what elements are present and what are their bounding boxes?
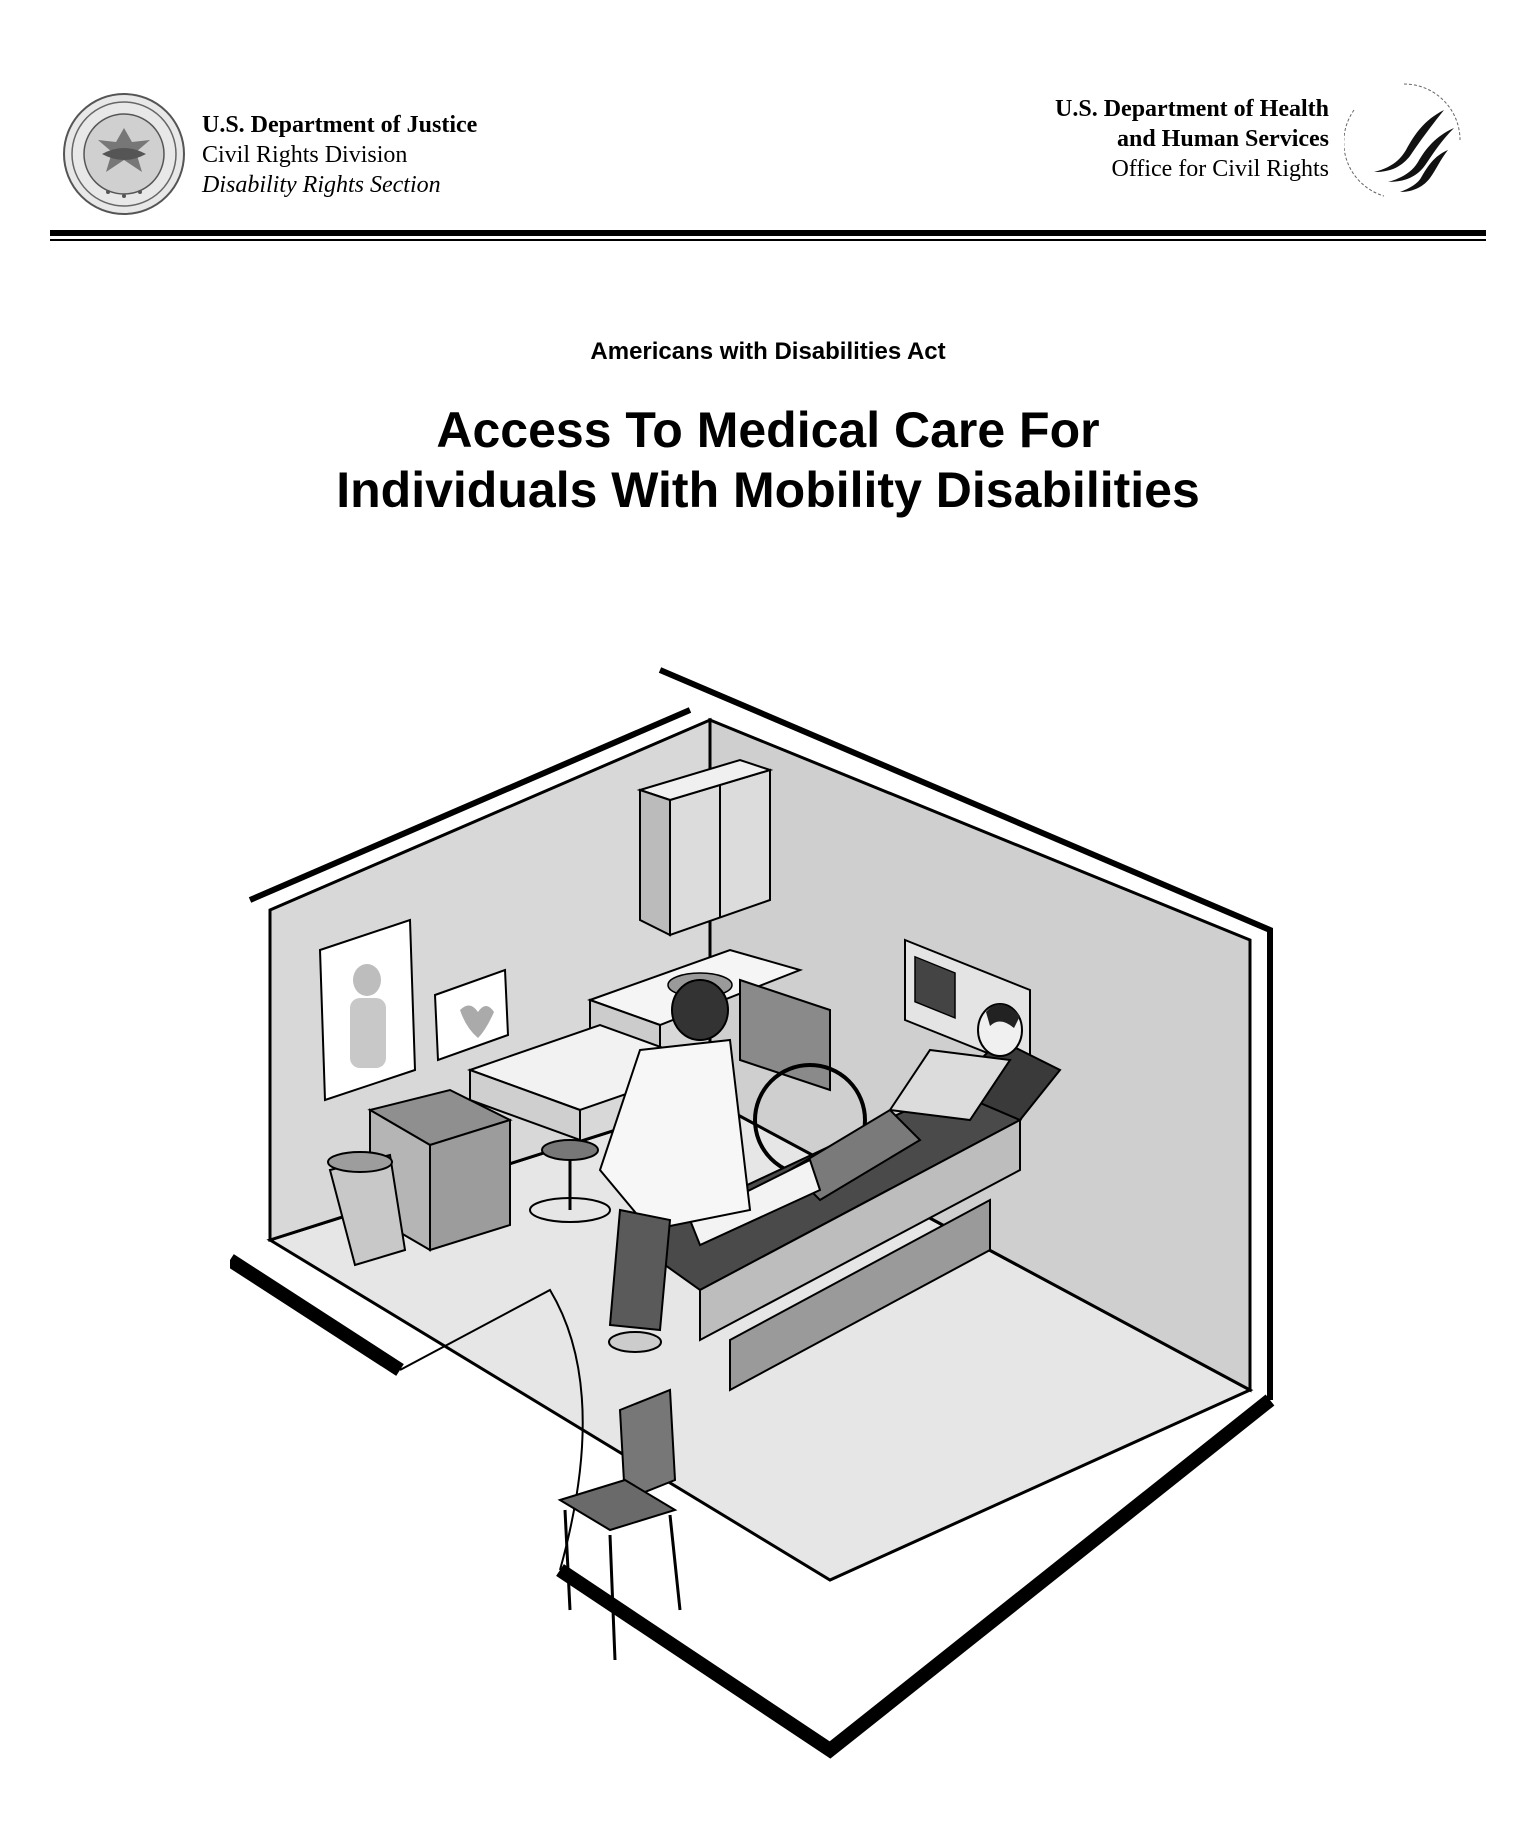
hhs-name-line1: U.S. Department of Health bbox=[1055, 96, 1329, 122]
doj-section: Disability Rights Section bbox=[202, 172, 441, 198]
header-rule-thick bbox=[50, 230, 1486, 236]
doj-division: Civil Rights Division bbox=[202, 142, 408, 168]
document-subtitle: Americans with Disabilities Act bbox=[590, 338, 946, 365]
header-rule-thin bbox=[50, 239, 1486, 241]
hhs-name-line2: and Human Services bbox=[1116, 126, 1329, 152]
doj-header bbox=[62, 92, 522, 222]
hhs-header bbox=[944, 80, 1464, 210]
anatomy-poster bbox=[320, 920, 415, 1100]
hhs-eagle-icon bbox=[1344, 80, 1464, 202]
exam-room-illustration bbox=[230, 650, 1310, 1780]
hhs-office: Office for Civil Rights bbox=[1111, 156, 1329, 182]
document-title bbox=[0, 400, 1536, 520]
title-line-1: Access To Medical Care For bbox=[436, 402, 1100, 458]
title-line-2: Individuals With Mobility Disabilities bbox=[336, 462, 1200, 518]
doj-seal-icon bbox=[62, 92, 186, 216]
doj-name: U.S. Department of Justice bbox=[202, 112, 478, 138]
